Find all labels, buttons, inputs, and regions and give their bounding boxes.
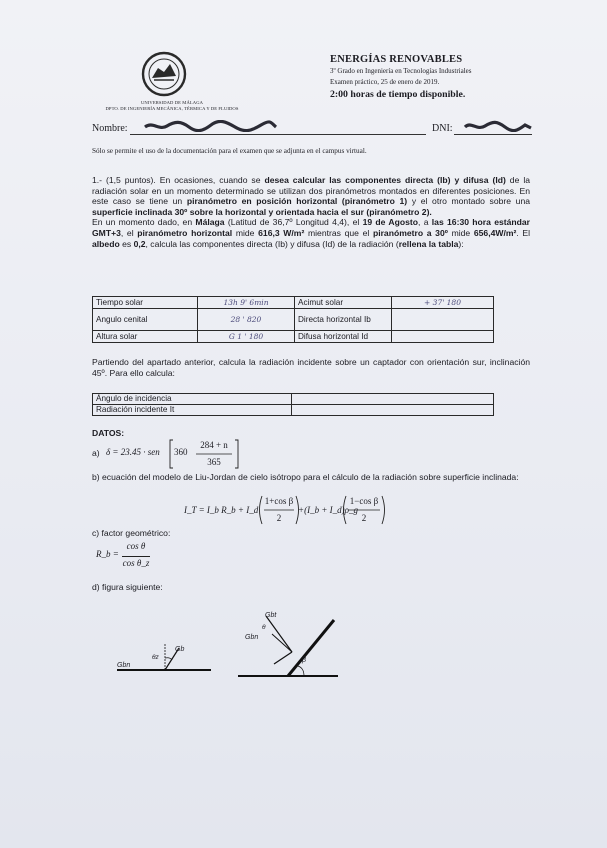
question-1 (92, 175, 530, 249)
q1-text-9: mientras que el (307, 227, 370, 238)
formula-b-den2: 2 (361, 513, 367, 523)
exam-header (330, 54, 590, 100)
answer-cell[interactable] (292, 394, 494, 405)
formula-b-num2: 1−cos β (349, 496, 379, 506)
table-cell: Radiación incidente It (93, 405, 292, 416)
table-cell: Altura solar (93, 331, 198, 343)
datos-title: DATOS: (92, 428, 125, 438)
part-2-text: Partiendo del apartado anterior, calcula la radiación incidente sobre un captador con orientación sur, inclinación 45º. Para ello calcula: (92, 357, 530, 378)
figure-label-gbn-right: Gbn (245, 634, 259, 641)
formula-b-lhs: I_T = I_b R_b + I_d (184, 505, 259, 515)
q1-text-13: , calcula las componentes directa (Ib) y difusa (Id) de la radiación ( (145, 238, 399, 249)
exam-note: Sólo se permite el uso de la documentación para el examen que se adjunta en el campus virtual. (92, 147, 367, 155)
figure-label-theta: θ (262, 624, 266, 631)
item-b-text: b) ecuación del modelo de Liu-Jordan de cielo isótropo para el cálculo de la radiación sobre superficie inclinada: (92, 472, 519, 482)
answer-cell[interactable] (392, 309, 494, 331)
table-row (93, 331, 494, 343)
q1-bold-8: 616,3 W/m² (258, 227, 305, 238)
q1-bold-9: piranómetro a 30º (372, 227, 448, 238)
table-cell: Angulo cenital (93, 309, 198, 331)
dni-line (454, 134, 532, 135)
q1-text-10: mide (451, 227, 471, 238)
university-name (88, 100, 256, 112)
figure-label-gbn-left: Gbn (117, 662, 131, 669)
answer-cell[interactable] (292, 405, 494, 416)
redacted-name-scribble (143, 120, 278, 132)
q1-text-11: . El (516, 227, 531, 238)
table-cell: Acimut solar (295, 297, 392, 309)
q1-text-12: es (122, 238, 132, 249)
q1-bold-4: Málaga (195, 217, 225, 228)
answer-cell[interactable]: + 37' 180 (392, 297, 494, 309)
item-d-text: d) figura siguiente: (92, 582, 163, 592)
q1-bold-11: albedo (92, 238, 120, 249)
formula-b-mid: +(I_b + I_d)ρ_g (298, 505, 358, 515)
formula-c-fraction-bar (122, 556, 150, 557)
q1-bold-2: piranómetro en posición horizontal (piranómetro 1) (186, 196, 408, 207)
formula-c-denominator: cos θ_z (122, 558, 150, 568)
table-cell: Ángulo de incidencia (93, 394, 292, 405)
figure-horizontal-surface (115, 640, 215, 680)
figure-label-gbt: Gbt (265, 612, 277, 619)
q1-text-3: y el otro montado sobre una (411, 196, 531, 207)
q1-text-14: ): (458, 238, 464, 249)
q1-text-1: 1.- (1,5 puntos). En ocasiones, cuando se (92, 175, 261, 185)
table-row (93, 394, 494, 405)
q1-text-4: En un momento dado, en (92, 217, 193, 228)
formula-b-den1: 2 (276, 513, 282, 523)
table-cell: Directa horizontal Ib (295, 309, 392, 331)
q1-bold-1: desea calcular las componentes directa (Ib) y difusa (Id) (264, 175, 506, 185)
answer-cell[interactable]: G 1 ' 180 (198, 331, 295, 343)
figure-label-beta: β (302, 657, 306, 664)
exam-date: Examen práctico, 25 de enero de 2019. (330, 78, 440, 86)
time-available: 2:00 horas de tiempo disponible. (330, 89, 466, 100)
q1-bold-13: rellena la tabla (398, 238, 459, 249)
table-row (93, 405, 494, 416)
dni-label: DNI: (432, 123, 453, 134)
figure-label-theta-z: θz (152, 654, 159, 661)
formula-c-lhs: R_b = (96, 549, 119, 559)
data-table-2 (92, 393, 494, 416)
table-row (93, 297, 494, 309)
q1-text-5: (Latitud de 36,7º Longitud 4,4), el (227, 217, 360, 228)
redacted-dni-scribble (463, 120, 533, 132)
formula-a-numerator: 284 + n (200, 440, 228, 450)
q1-text-2: de la radiación solar en un momento determinado se utilizan dos piranómetros montados en diferentes posiciones. En este caso se tiene un (92, 175, 531, 207)
table-cell: Difusa horizontal Id (295, 331, 392, 343)
item-c-text: c) factor geométrico: (92, 528, 171, 538)
q1-bold-10: 656,4W/m² (473, 227, 517, 238)
formula-b-num1: 1+cos β (264, 496, 294, 506)
q1-text-7: , el (120, 227, 134, 238)
item-a-label: a) (92, 448, 100, 458)
degree-line: 3º Grado en Ingeniería en Tecnologías Industriales (330, 67, 472, 75)
answer-cell[interactable] (392, 331, 494, 343)
answer-cell[interactable]: 13h 9' 6min (198, 297, 295, 309)
university-title: UNIVERSIDAD DE MÁLAGA (140, 100, 204, 105)
q1-bold-3: superficie inclinada 30º sobre la horizontal y orientada hacia el sur (piranómetro 2). (92, 206, 432, 217)
formula-c-numerator: cos θ (126, 541, 146, 551)
exam-title: ENERGÍAS RENOVABLES (330, 54, 463, 65)
table-row (93, 309, 494, 331)
department-name: DPTO. DE INGENIERÍA MECÁNICA, TÉRMICA Y DE FLUIDOS (105, 106, 239, 111)
figure-tilted-surface (230, 606, 340, 686)
formula-a-denominator: 365 (207, 457, 221, 467)
answer-cell[interactable]: 28 ' 820 (198, 309, 295, 331)
figure-label-gb: Gb (175, 646, 185, 653)
name-line (130, 134, 426, 135)
q1-bold-6: las 16:30 hora estándar GMT+3 (92, 217, 531, 238)
q1-text-6: , a (418, 217, 429, 228)
table-cell: Tiempo solar (93, 297, 198, 309)
q1-bold-5: 19 de Agosto (362, 217, 419, 228)
university-seal-icon (136, 50, 192, 98)
formula-a-lhs: δ = 23.45 · sen (106, 447, 160, 457)
q1-bold-7: piranómetro horizontal (137, 227, 233, 238)
formula-a-coef: 360 (174, 447, 188, 457)
q1-text-8: mide (235, 227, 255, 238)
data-table-1 (92, 296, 494, 343)
name-label: Nombre: (92, 123, 128, 134)
q1-bold-12: 0,2 (133, 238, 146, 249)
